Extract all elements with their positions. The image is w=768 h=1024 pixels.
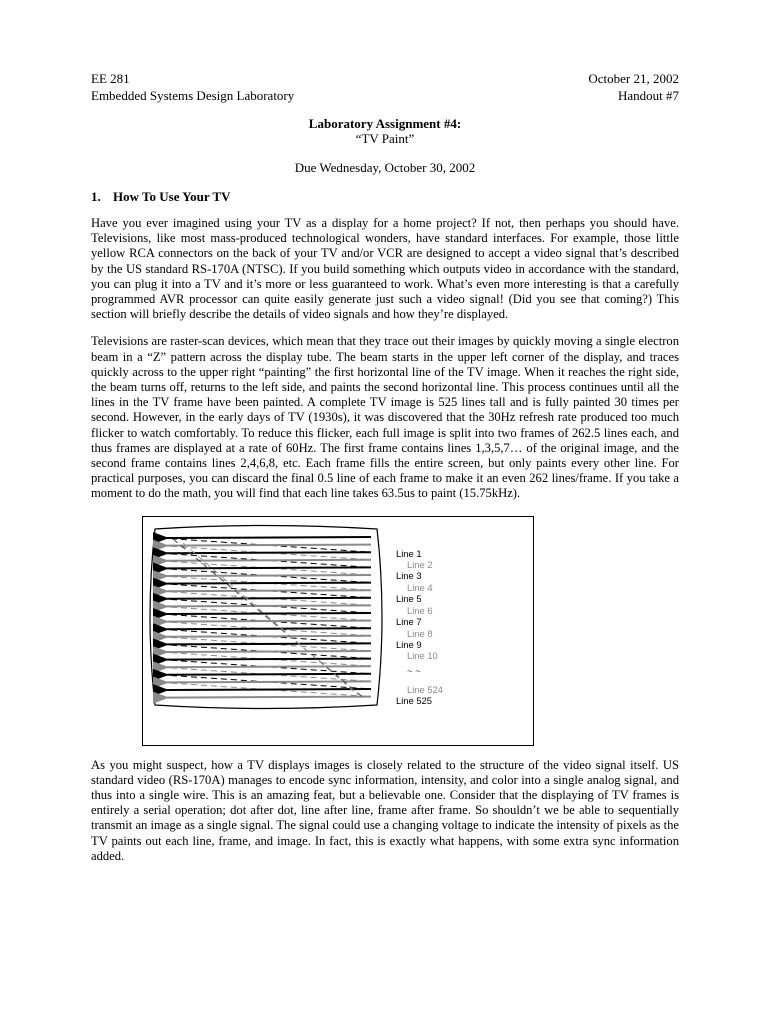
paragraph-2: Televisions are raster-scan devices, which mean that they trace out their images by quickly moving a single electron beam in a “Z” pattern across the display tube. The beam starts in the upper left corner of the display, and traces quickly across to the upper right “painting” the first horizontal line of the TV image. When it reaches the right side, the beam turns off, returns to the left side, and paints the second horizontal line. This process continues until all the lines in the TV frame have been painted. A complete TV image is 525 lines tall and is fully painted 30 times per second. However, in the early days of TV (1930s), it was discovered that the 30Hz refresh rate produced too much flicker to watch comfortably. To reduce this flicker, each full image is split into two frames of 262.5 lines each, and thus frames are displayed at a rate of 60Hz. The first frame contains lines 1,3,5,7… of the original image, and the second frame contains lines 2,4,6,8, etc. Each frame fills the entire screen, but only paints every other line. For practical purposes, you can discard the final 0.5 line of each frame to make it an even 262 lines/frame. If you take a moment to do the math, you will find that each line takes 63.5us to paint (15.75kHz). (91, 334, 679, 501)
section-heading (91, 189, 679, 204)
assignment-title: Laboratory Assignment #4: (308, 116, 462, 131)
odd-scan-line (167, 582, 371, 583)
raster-scan-diagram (143, 517, 533, 745)
odd-scan-line (167, 537, 371, 538)
even-scan-line (167, 651, 371, 652)
label-line-1: Line 1 (396, 547, 422, 559)
section-number: 1. (91, 189, 101, 204)
label-line-3: Line 3 (396, 570, 422, 582)
label-line-7: Line 7 (396, 616, 422, 628)
label-line-4: Line 4 (407, 581, 433, 593)
paragraph-3: As you might suspect, how a TV displays images is closely related to the structure of the video signal itself. US standard video (RS-170A) manages to encode sync information, intensity, and color into a single analog signal, and thus into a single wire. This is an amazing feat, but a believable one. Consider that the displaying of TV frames is entirely a serial operation; dot after dot, line after line, frame after frame. So shouldn’t we be able to sequentially transmit an image as a single signal. The signal could use a changing voltage to indicate the intensity of pixels as the TV paints out each line, frame, and image. In fact, this is exactly what happens, with some extra sync information added. (91, 757, 679, 863)
even-scan-line (167, 605, 371, 606)
odd-scan-line (167, 613, 371, 614)
raster-scan-figure (142, 516, 534, 746)
scan-lines (161, 537, 371, 699)
course-code: EE 281 (91, 71, 130, 86)
header-row-1 (91, 70, 679, 87)
handout-number: Handout #7 (617, 88, 679, 103)
document-page (91, 70, 679, 864)
label-line-5: Line 5 (396, 593, 422, 605)
label-ellipsis: ~ ~ (407, 664, 421, 676)
even-scan-line (167, 635, 371, 636)
lab-name: Embedded Systems Design Laboratory (91, 88, 295, 103)
odd-scan-line (167, 643, 371, 644)
label-line-2: Line 2 (407, 559, 433, 571)
header-date: October 21, 2002 (588, 71, 679, 86)
label-line-9: Line 9 (396, 638, 422, 650)
label-line-10: Line 10 (407, 650, 438, 662)
odd-scan-line (167, 658, 371, 659)
even-scan-line (167, 575, 371, 576)
section-title: How To Use Your TV (113, 189, 231, 204)
label-line-6: Line 6 (407, 604, 433, 616)
odd-scan-line (167, 597, 371, 598)
header-row-2 (91, 87, 679, 104)
odd-scan-line (167, 689, 371, 690)
label-line-525: Line 525 (396, 695, 432, 707)
even-scan-line (167, 681, 371, 682)
even-scan-line (167, 696, 371, 697)
label-line-524: Line 524 (407, 683, 443, 695)
even-scan-line (167, 666, 371, 667)
odd-scan-line (167, 567, 371, 568)
odd-scan-line (167, 673, 371, 674)
frame-retrace-line (183, 543, 358, 695)
even-scan-line (167, 620, 371, 621)
odd-scan-line (167, 628, 371, 629)
due-date: Due Wednesday, October 30, 2002 (294, 160, 476, 175)
assignment-name: “TV Paint” (355, 131, 415, 146)
line-labels (396, 548, 443, 707)
label-line-8: Line 8 (407, 627, 433, 639)
even-scan-line (167, 590, 371, 591)
even-scan-line (167, 544, 371, 545)
title-block (91, 116, 679, 146)
paragraph-1: Have you ever imagined using your TV as a display for a home project? If not, then perhaps you should have. Televisions, like most mass-produced technological wonders, have standard interfaces. For example, those little yellow RCA connectors on the back of your TV and/or VCR are designed to accept a video signal that’s described by the US standard RS-170A (NTSC). If you build something which outputs video in accordance with the standard, you can plug it into a TV and it’s more or less guaranteed to work. What’s even more interesting is that a carefully programmed AVR processor can quite easily generate just such a video signal! (Did you see that coming?) This section will briefly describe the details of video signals and how they’re displayed. (91, 216, 679, 322)
odd-scan-line (167, 552, 371, 553)
